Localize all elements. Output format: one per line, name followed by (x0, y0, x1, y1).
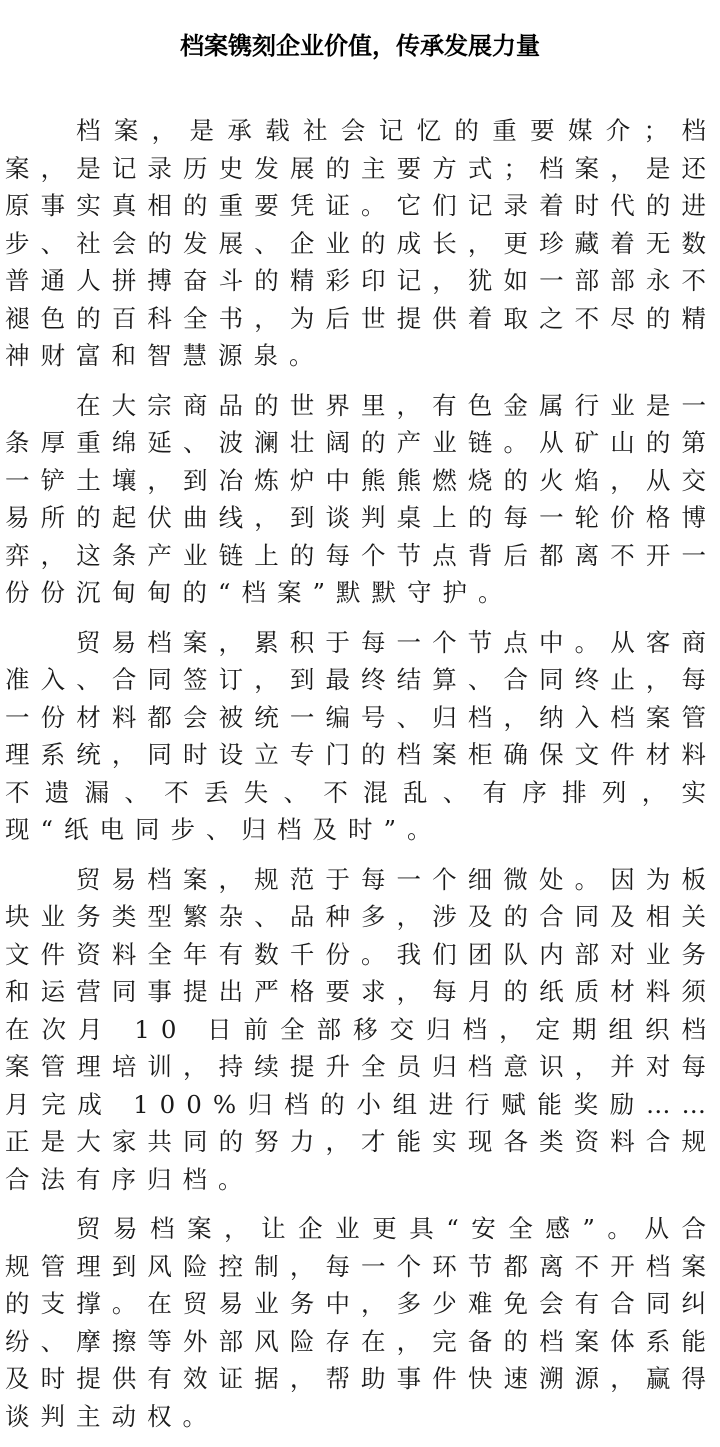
paragraph-standardization: 贸易档案，规范于每一个细微处。因为板块业务类型繁杂、品种多，涉及的合同及相关文件资料全年有数千份。我们团队内部对业务和运营同事提出严格要求，每月的纸质材料须在次月 10 日前全部移交归档，定期组织档案管理培训，持续提升全员归档意识，并对每月完成 100%归档的小组进行赋能奖励……正是大家共同的努力，才能实现各类资料合规合法有序归档。 (5, 864, 717, 1194)
paragraph-industry-chain: 在大宗商品的世界里，有色金属行业是一条厚重绵延、波澜壮阔的产业链。从矿山的第一铲土壤，到冶炼炉中熊熊燃烧的火焰，从交易所的起伏曲线，到谈判桌上的每一轮价格博弈，这条产业链上的每个节点背后都离不开一份份沉甸甸的“档案”默默守护。 (5, 390, 717, 607)
document-body (5, 112, 717, 1447)
paragraph-accumulation: 贸易档案，累积于每一个节点中。从客商准入、合同签订，到最终结算、合同终止，每一份材料都会被统一编号、归档，纳入档案管理系统，同时设立专门的档案柜确保文件材料不遗漏、不丢失、不混乱、有序排列，实现“纸电同步、归档及时”。 (5, 627, 717, 844)
paragraph-security: 贸易档案，让企业更具“安全感”。从合规管理到风险控制，每一个环节都离不开档案的支撑。在贸易业务中，多少难免会有合同纠纷、摩擦等外部风险存在，完备的档案体系能及时提供有效证据，帮助事件快速溯源，赢得谈判主动权。 (5, 1214, 717, 1431)
document-title: 档案镌刻企业价值，传承发展力量 (180, 32, 540, 60)
paragraph-intro: 档案，是承载社会记忆的重要媒介；档案，是记录历史发展的主要方式；档案，是还原事实真相的重要凭证。它们记录着时代的进步、社会的发展、企业的成长，更珍藏着无数普通人拼搏奋斗的精彩印记，犹如一部部永不褪色的百科全书，为后世提供着取之不尽的精神财富和智慧源泉。 (5, 116, 717, 370)
